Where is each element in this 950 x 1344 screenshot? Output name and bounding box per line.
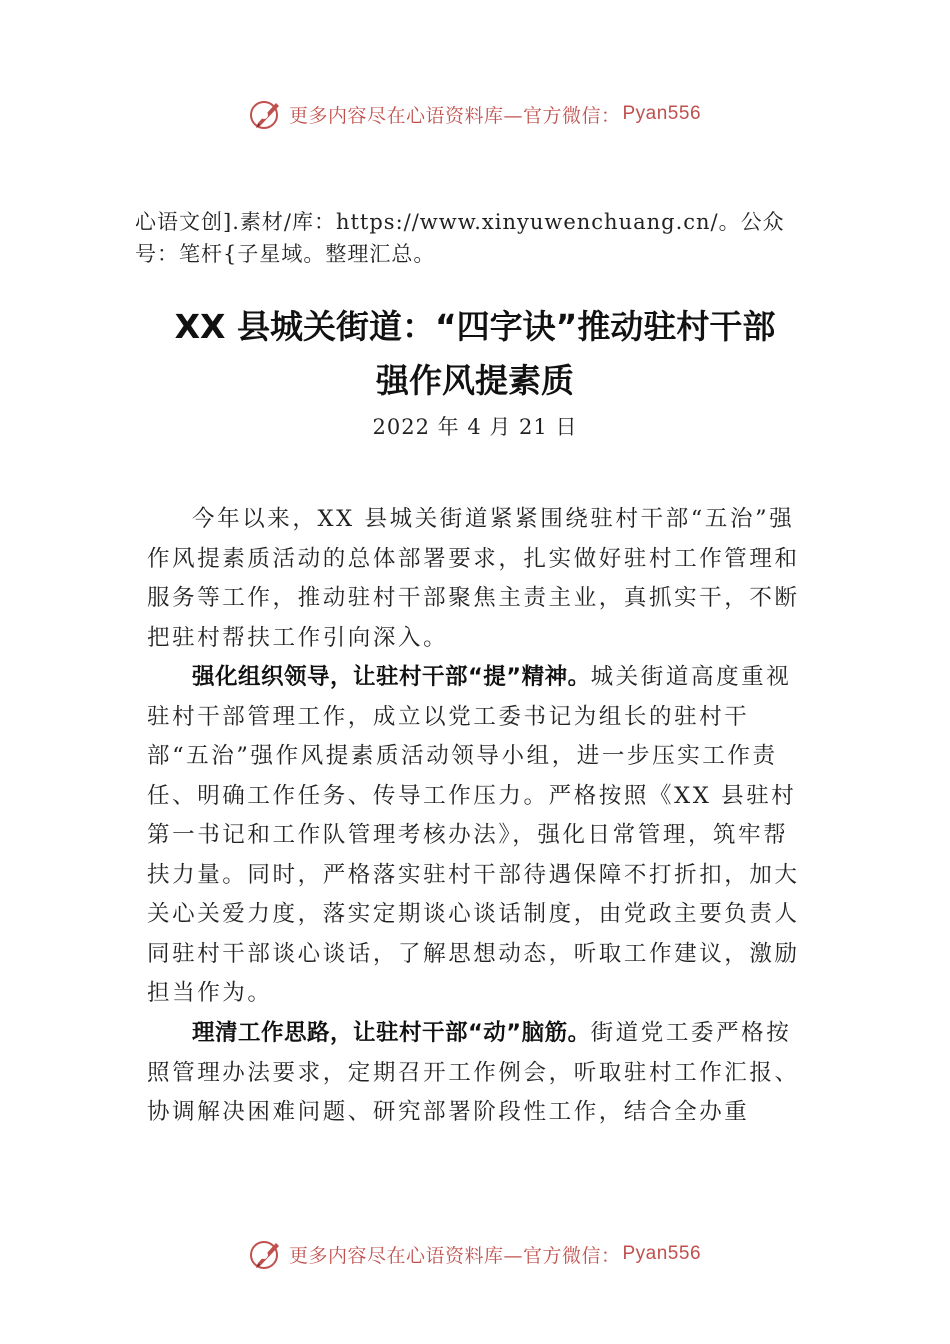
title-line-1: XX 县城关街道：“四字诀”推动驻村干部 [174, 307, 776, 346]
publish-date: 2022 年 4 月 21 日 [372, 415, 578, 439]
paragraph-text: 街道党工委严格按照管理办法要求，定期召开工作例会，听取驻村工作汇报、协调解决困难问题、研究部署阶段性工作，结合全办重 [147, 1020, 800, 1125]
section-heading: 理清工作思路，让驻村干部“动”脑筋。 [192, 1020, 591, 1046]
section-heading: 强化组织领导，让驻村干部“提”精神。 [192, 664, 591, 690]
watermark-text: 更多内容尽在心语资料库—官方微信： [288, 1244, 621, 1267]
watermark-handle: Pyan556 [622, 103, 702, 124]
quill-pen-logo-icon [249, 1237, 283, 1271]
paragraph-section-2 [147, 1014, 809, 1133]
page-title [90, 300, 860, 408]
watermark-handle: Pyan556 [622, 1243, 702, 1264]
paragraph-section-1 [147, 658, 809, 1014]
paragraph-intro [147, 500, 809, 658]
watermark-footer [0, 1236, 950, 1272]
watermark-header [0, 96, 950, 132]
paragraph-text: 城关街道高度重视驻村干部管理工作，成立以党工委书记为组长的驻村干部“五治”强作风提素质活动领导小组，进一步压实工作责任、明确工作任务、传导工作压力。严格按照《XX 县驻村第一书记和工作队管理考核办法》，强化日常管理，筑牢帮扶力量。同时，严格落实驻村干部待遇保障不打折扣，加大关心关爱力度，落实定期谈心谈话制度，由党政主要负责人同驻村干部谈心谈话，了解思想动态，听取工作建议，激励担当作为。 [147, 664, 800, 1006]
source-note: 心语文创].素材/库：https://www.xinyuwenchuang.cn/。公众号：笔杆{子星域。整理汇总。 [135, 210, 785, 266]
paragraph-text: 今年以来，XX 县城关街道紧紧围绕驻村干部“五治”强作风提素质活动的总体部署要求，扎实做好驻村工作管理和服务等工作，推动驻村干部聚焦主责主业，真抓实干，不断把驻村帮扶工作引向深入。 [147, 506, 800, 651]
title-line-2: 强作风提素质 [376, 361, 574, 400]
watermark-text: 更多内容尽在心语资料库—官方微信： [288, 104, 621, 127]
quill-pen-logo-icon [249, 97, 283, 131]
